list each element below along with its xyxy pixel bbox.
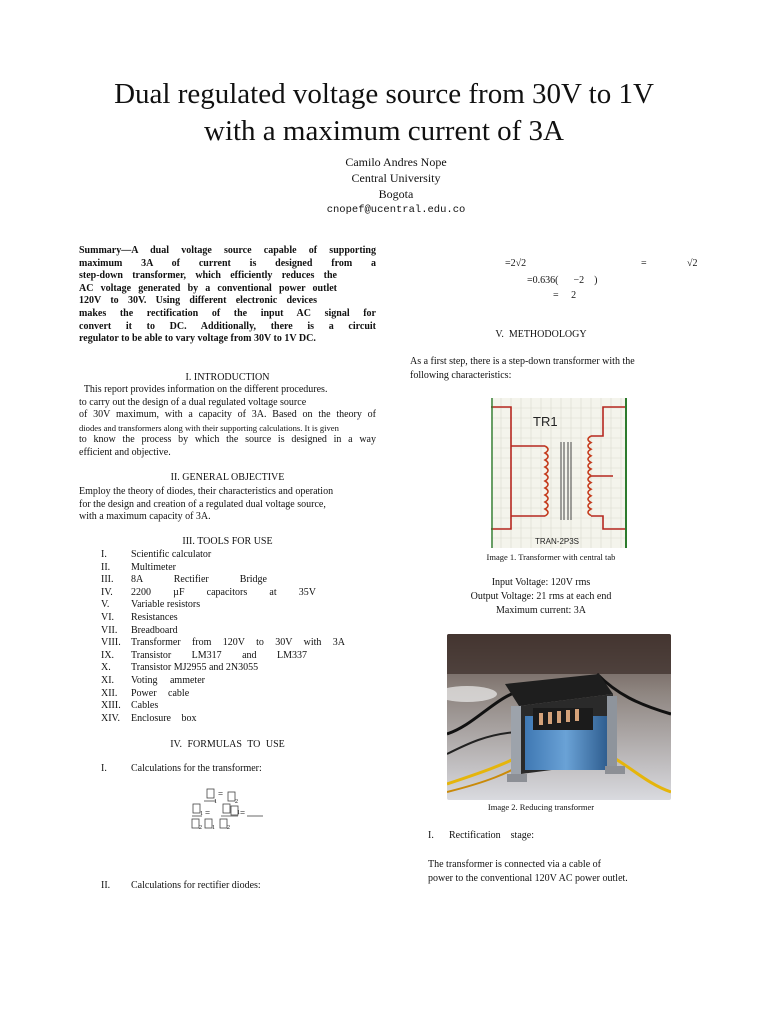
- pin: [566, 710, 570, 722]
- list-text: Cables: [131, 700, 159, 712]
- rectification-heading: [428, 830, 534, 841]
- title-line-2: with a maximum current of 3A: [204, 115, 564, 147]
- spec-output: Output Voltage: 21 rms at each end: [470, 591, 612, 602]
- list-num: II.: [101, 561, 111, 573]
- formula-equals: =: [205, 808, 211, 818]
- schematic-label: TR1: [533, 414, 558, 429]
- tools-heading: III. TOOLS FOR USE: [182, 536, 273, 547]
- list-item: [79, 587, 345, 600]
- formula-item-1: [79, 763, 376, 776]
- objective-line: for the design and creation of a regulated dual voltage source,: [79, 498, 326, 510]
- list-num: V.: [101, 599, 110, 611]
- methodology-body: [410, 355, 672, 383]
- pin: [548, 712, 552, 724]
- formula-subscript: 2: [235, 799, 238, 805]
- formula-graphic: [190, 787, 270, 839]
- methodology-heading: V. METHODOLOGY: [495, 329, 587, 340]
- formula-symbol: [192, 819, 199, 828]
- formula-subscript: 1: [214, 799, 217, 805]
- formula-symbol: [193, 804, 200, 813]
- intro-body: [79, 384, 376, 460]
- list-text: Transistor LM317 and LM337: [131, 649, 307, 661]
- spec-max-current: Maximum current: 3A: [496, 605, 586, 616]
- objective-line: Employ the theory of diodes, their characteristics and operation: [79, 486, 334, 497]
- list-item: [79, 599, 345, 612]
- intro-line: to carry out the design of a dual regulated voltage source: [79, 396, 307, 408]
- list-num: XIV.: [101, 712, 120, 724]
- transformer-schematic: [491, 398, 627, 548]
- summary-line: regulator to be able to vary voltage from 30V to 1V DC.: [79, 333, 316, 345]
- list-text: 2200 µF capacitors at 35V: [131, 586, 316, 598]
- rect-formula-3: = 2: [553, 290, 577, 301]
- author-block: [0, 154, 768, 218]
- summary-line: AC voltage generated by a conventional power outlet: [79, 282, 337, 294]
- list-num: I.: [101, 763, 107, 774]
- rectification-line: The transformer is connected via a cable of: [428, 859, 601, 870]
- photo-top-shadow: [447, 634, 671, 674]
- list-text: Resistances: [131, 611, 178, 623]
- list-item: [79, 662, 345, 675]
- methodology-line: following characteristics:: [410, 370, 512, 381]
- summary-line: makes the rectification of the input AC signal for: [79, 307, 376, 319]
- intro-heading: I. INTRODUCTION: [185, 372, 270, 383]
- mount-foot-left: [507, 774, 527, 782]
- mount-foot-right: [605, 766, 625, 774]
- rect-formula-1-right: √2: [687, 258, 698, 269]
- summary-line: convert it to DC. Additionally, there is a circuit: [79, 320, 376, 332]
- list-num: XIII.: [101, 700, 121, 712]
- summary-line: step-down transformer, which efficiently reduces the: [79, 270, 337, 282]
- list-item: [79, 574, 345, 587]
- list-text: Transistor MJ2955 and 2N3055: [131, 662, 259, 674]
- intro-line: This report provides information on the different procedures.: [79, 384, 328, 395]
- formula-item-2: [79, 880, 376, 893]
- formula-symbol: [223, 804, 230, 813]
- formula-subscript: 2: [227, 825, 230, 831]
- formula-equals: =: [240, 808, 246, 818]
- formula-symbol: [228, 792, 235, 801]
- author-email[interactable]: cnopef@ucentral.edu.co: [326, 204, 466, 216]
- list-text: Scientific calculator: [131, 549, 212, 560]
- transformer-specs: [410, 576, 672, 618]
- list-item: [79, 612, 345, 625]
- pin: [575, 709, 579, 721]
- tools-list: [79, 549, 345, 725]
- list-item: [79, 625, 345, 638]
- rect-formula-2: =0.636( −2 ): [527, 275, 598, 286]
- objective-body: [79, 486, 376, 524]
- author-city: Bogota: [378, 187, 414, 201]
- formula-subscript: 1: [212, 825, 215, 831]
- formula-subscript: 1: [237, 810, 240, 816]
- image1-caption: Image 1. Transformer with central tab: [486, 552, 616, 562]
- list-text: Breadboard: [131, 624, 178, 636]
- summary-line: 120V to 30V. Using different electronic devices: [79, 295, 317, 307]
- list-item: [79, 650, 345, 663]
- intro-line: diodes and transformers along with their supporting calculations. It is given: [79, 422, 339, 433]
- objective-line: with a maximum capacity of 3A.: [79, 511, 211, 523]
- formula-equals: =: [218, 789, 224, 799]
- intro-line: to know the process by which the source is designed in a way: [79, 434, 376, 446]
- schematic-part: TRAN-2P3S: [535, 537, 580, 546]
- list-item: [79, 637, 345, 650]
- list-text: Multimeter: [131, 561, 176, 573]
- list-num: XI.: [101, 674, 115, 686]
- transformer-bracket-right: [607, 696, 617, 770]
- list-text: Variable resistors: [131, 599, 201, 611]
- methodology-line: As a first step, there is a step-down transformer with the: [410, 356, 635, 367]
- image2-caption: Image 2. Reducing transformer: [487, 802, 595, 812]
- rect-formula-1-left: =2√2: [505, 258, 527, 269]
- list-num: II.: [101, 880, 111, 891]
- list-item: [79, 562, 345, 575]
- list-text: Calculations for the transformer:: [131, 763, 262, 774]
- rectification-line: power to the conventional 120V AC power outlet.: [428, 873, 628, 884]
- title-line-1: Dual regulated voltage source from 30V to 1V: [114, 78, 654, 110]
- list-item: [79, 549, 345, 562]
- list-text: Transformer from 120V to 30V with 3A: [131, 637, 345, 649]
- list-text: Rectification stage:: [449, 830, 534, 841]
- transformer-formula: [190, 787, 270, 839]
- pin: [539, 713, 543, 725]
- rectification-body: [428, 858, 688, 886]
- list-num: VII.: [101, 624, 118, 636]
- formula-symbol: [207, 789, 214, 798]
- summary: [79, 245, 376, 346]
- list-num: I.: [101, 549, 107, 560]
- paper-title: [0, 76, 768, 150]
- list-item: [79, 688, 345, 701]
- list-num: XII.: [101, 687, 118, 699]
- transformer-photo: [447, 634, 671, 800]
- author-affiliation: Central University: [351, 171, 441, 185]
- spec-input: Input Voltage: 120V rms: [491, 577, 591, 588]
- intro-line: efficient and objective.: [79, 446, 171, 458]
- pin: [557, 711, 561, 723]
- list-num: VIII.: [101, 637, 121, 649]
- list-item: [79, 700, 345, 713]
- list-num: I.: [428, 830, 434, 841]
- formula-symbol: [205, 819, 212, 828]
- list-item: [79, 675, 345, 688]
- summary-line: maximum 3A of current is designed from a: [79, 257, 376, 269]
- list-num: VI.: [101, 611, 115, 623]
- formulas-heading: IV. FORMULAS TO USE: [170, 739, 285, 750]
- list-num: IX.: [101, 649, 115, 661]
- list-text: 8A Rectifier Bridge: [131, 574, 267, 586]
- summary-line: Summary—A dual voltage source capable of supporting: [79, 245, 376, 256]
- formula-symbol: [220, 819, 227, 828]
- photo-svg: [447, 634, 671, 800]
- author-name: Camilo Andres Nope: [345, 155, 447, 169]
- list-text: Power cable: [131, 687, 190, 699]
- rect-formula-1-mid: =: [641, 258, 647, 269]
- list-item: [79, 713, 345, 726]
- formula-subscript: 1: [200, 811, 203, 817]
- objective-heading: II. GENERAL OBJECTIVE: [170, 472, 285, 483]
- transformer-bracket-left: [511, 706, 521, 780]
- list-text: Calculations for rectifier diodes:: [131, 880, 261, 891]
- list-num: III.: [101, 574, 114, 586]
- list-num: IV.: [101, 586, 113, 598]
- schematic-svg: [491, 398, 627, 548]
- list-text: Enclosure box: [131, 712, 197, 724]
- list-num: X.: [101, 662, 111, 674]
- list-text: Voting ammeter: [131, 674, 205, 686]
- intro-line: of 30V maximum, with a capacity of 3A. Based on the theory of: [79, 409, 376, 421]
- formula-subscript: 2: [199, 825, 202, 831]
